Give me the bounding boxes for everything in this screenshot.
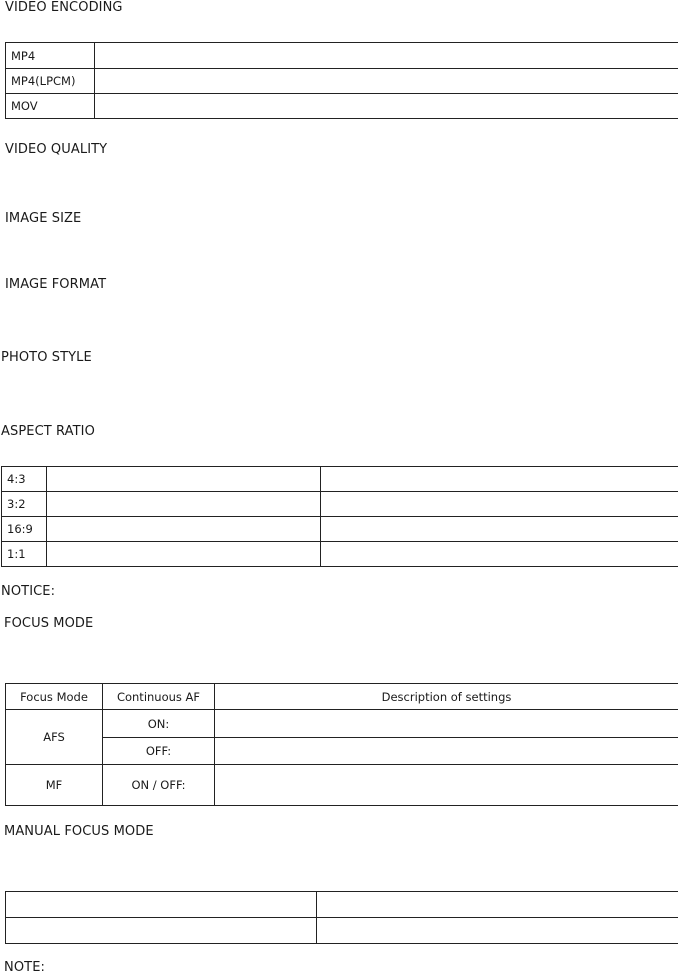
table-row	[6, 94, 678, 119]
ratio-col2	[47, 542, 321, 567]
video-encoding-heading: VIDEO ENCODING	[5, 0, 123, 15]
table-row	[2, 492, 678, 517]
ratio-col2	[47, 492, 321, 517]
ratio-col3	[321, 542, 678, 567]
ratio-col2	[47, 517, 321, 542]
ratio-col2	[47, 467, 321, 492]
column-header: Continuous AF	[103, 684, 215, 710]
encoding-value	[95, 69, 678, 94]
table-row	[2, 467, 678, 492]
table-row	[6, 43, 678, 69]
table-row	[2, 542, 678, 567]
manual-focus-col1	[6, 892, 317, 918]
manual-focus-col2	[317, 918, 678, 944]
ratio-col3	[321, 467, 678, 492]
table-row	[6, 738, 678, 765]
video-encoding-table	[5, 42, 678, 119]
encoding-value	[95, 94, 678, 119]
ratio-col3	[321, 492, 678, 517]
photo-style-heading: PHOTO STYLE	[1, 350, 92, 365]
focus-mode-mf: MF	[6, 765, 103, 806]
focus-mode-afs: AFS	[6, 710, 103, 765]
continuous-af-on-off: ON / OFF:	[103, 765, 215, 806]
aspect-ratio-table	[1, 466, 678, 567]
encoding-label: MP4(LPCM)	[6, 69, 95, 94]
table-header-row	[6, 684, 678, 710]
aspect-ratio-heading: ASPECT RATIO	[1, 424, 95, 439]
setting-description	[215, 710, 678, 738]
setting-description	[215, 765, 678, 806]
ratio-label: 4:3	[2, 467, 47, 492]
continuous-af-off: OFF:	[103, 738, 215, 765]
table-row	[6, 892, 678, 918]
table-row	[6, 69, 678, 94]
image-size-heading: IMAGE SIZE	[5, 211, 82, 226]
manual-focus-col1	[6, 918, 317, 944]
manual-focus-table	[5, 891, 678, 944]
encoding-label: MP4	[6, 43, 95, 69]
manual-focus-mode-heading: MANUAL FOCUS MODE	[4, 824, 154, 839]
setting-description	[215, 738, 678, 765]
note-heading: NOTE:	[4, 960, 45, 975]
continuous-af-on: ON:	[103, 710, 215, 738]
image-format-heading: IMAGE FORMAT	[5, 277, 107, 292]
focus-mode-heading: FOCUS MODE	[4, 616, 94, 631]
table-row	[2, 517, 678, 542]
encoding-value	[95, 43, 678, 69]
ratio-col3	[321, 517, 678, 542]
manual-focus-col2	[317, 892, 678, 918]
notice-heading: NOTICE:	[1, 584, 56, 599]
ratio-label: 16:9	[2, 517, 47, 542]
video-quality-heading: VIDEO QUALITY	[5, 142, 108, 157]
ratio-label: 3:2	[2, 492, 47, 517]
table-row	[6, 710, 678, 738]
column-header: Focus Mode	[6, 684, 103, 710]
table-row	[6, 765, 678, 806]
encoding-label: MOV	[6, 94, 95, 119]
focus-mode-table	[5, 683, 678, 806]
table-row	[6, 918, 678, 944]
ratio-label: 1:1	[2, 542, 47, 567]
column-header: Description of settings	[215, 684, 678, 710]
